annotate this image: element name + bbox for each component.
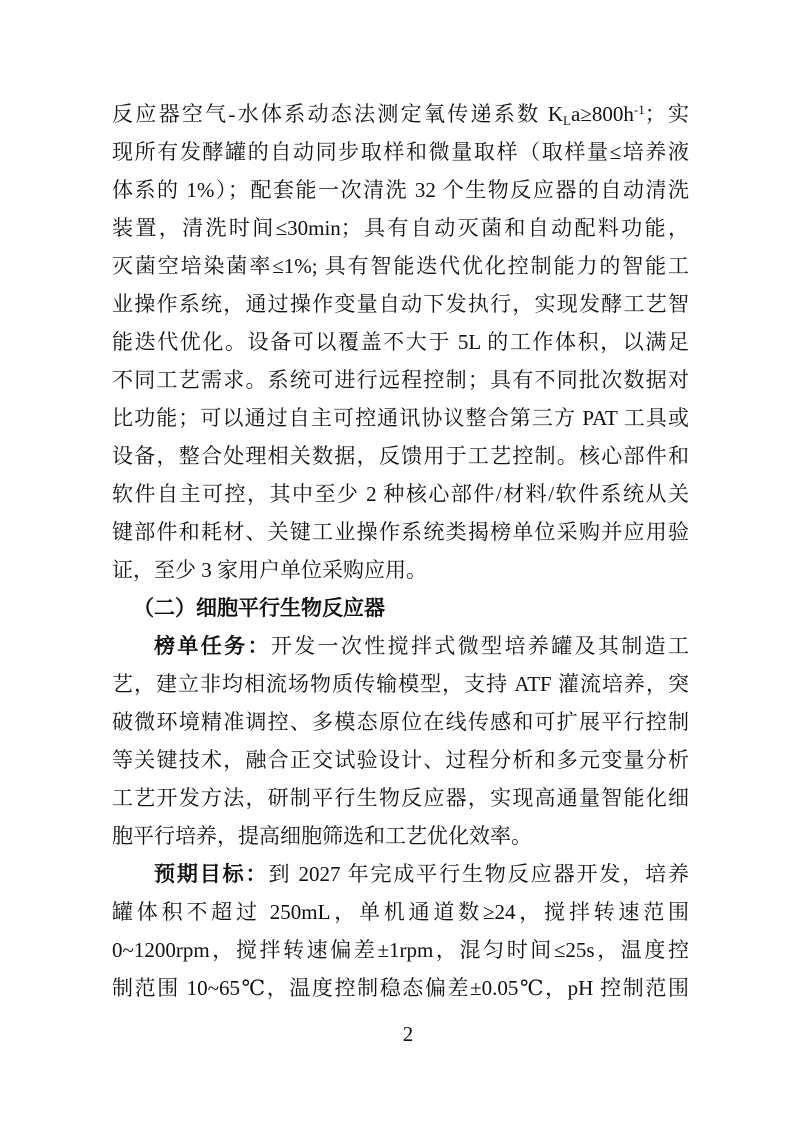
text-line [112, 399, 689, 437]
text-segment: 软件自主可控，其中至少 2 种核心部件/材料/软件系统从关 [112, 482, 689, 506]
text-line [112, 627, 689, 665]
text-segment: 现所有发酵罐的自动同步取样和微量取样（取样量≤培养液 [112, 140, 689, 164]
page-number: 2 [402, 1022, 414, 1046]
text-segment: 键部件和耗材、关键工业操作系统类揭榜单位采购并应用验 [112, 520, 689, 544]
text-segment: 证，至少 3 家用户单位采购应用。 [112, 558, 427, 582]
text-segment: 罐体积不超过 250mL，单机通道数≥24，搅拌转速范围 [112, 900, 689, 924]
text-segment: ；实 [644, 102, 689, 126]
text-line [112, 665, 689, 703]
text-line [112, 741, 689, 779]
text-segment: 工艺开发方法，研制平行生物反应器，实现高通量智能化细 [112, 786, 689, 810]
text-line [112, 95, 689, 133]
text-line [112, 437, 689, 475]
text-segment: 不同工艺需求。系统可进行远程控制；具有不同批次数据对 [112, 368, 689, 392]
text-segment: 榜单任务： [154, 634, 271, 658]
text-line [112, 209, 689, 247]
text-segment: L [563, 113, 571, 128]
text-line [112, 475, 689, 513]
document-body [112, 95, 689, 1007]
text-line [112, 817, 689, 855]
text-line [112, 171, 689, 209]
text-line [112, 855, 689, 893]
text-segment: 艺，建立非均相流场物质传输模型，支持 ATF 灌流培养，突 [112, 672, 689, 696]
text-segment: 等关键技术，融合正交试验设计、过程分析和多元变量分析 [112, 748, 689, 772]
text-segment: -1 [633, 102, 645, 117]
text-line [112, 361, 689, 399]
text-segment: 0~1200rpm，搅拌转速偏差±1rpm，混匀时间≤25s，温度控 [112, 938, 689, 962]
text-segment: 体系的 1%）；配套能一次清洗 32 个生物反应器的自动清洗 [112, 178, 689, 202]
text-segment: 开发一次性搅拌式微型培养罐及其制造工 [270, 634, 690, 658]
text-segment: 反应器空气-水体系动态法测定氧传递系数 K [112, 102, 564, 126]
text-line [112, 323, 689, 361]
text-line [112, 133, 689, 171]
text-segment: 比功能；可以通过自主可控通讯协议整合第三方 PAT 工具或 [112, 406, 689, 430]
text-segment: 装置，清洗时间≤30min；具有自动灭菌和自动配料功能， [112, 216, 689, 240]
text-line [112, 893, 689, 931]
text-line [112, 703, 689, 741]
text-line [112, 969, 689, 1007]
text-segment: 能迭代优化。设备可以覆盖不大于 5L 的工作体积，以满足 [112, 330, 689, 354]
text-segment: a≥800h [571, 102, 634, 126]
text-line [112, 247, 689, 285]
text-segment: 制范围 10~65℃，温度控制稳态偏差±0.05℃，pH 控制范围 [112, 976, 689, 1000]
text-segment: 灭菌空培染菌率≤1%; 具有智能迭代优化控制能力的智能工 [112, 254, 689, 278]
text-line [112, 589, 689, 627]
text-line [112, 551, 689, 589]
text-segment: 业操作系统，通过操作变量自动下发执行，实现发酵工艺智 [112, 292, 689, 316]
text-segment: （二）细胞平行生物反应器 [133, 596, 385, 620]
text-segment: 到 2027 年完成平行生物反应器开发，培养 [268, 862, 690, 886]
text-line [112, 779, 689, 817]
text-segment: 胞平行培养，提高细胞筛选和工艺优化效率。 [112, 824, 532, 848]
text-segment: 破微环境精准调控、多模态原位在线传感和可扩展平行控制 [112, 710, 689, 734]
text-line [112, 285, 689, 323]
text-segment: 设备，整合处理相关数据，反馈用于工艺控制。核心部件和 [112, 444, 689, 468]
text-line [112, 513, 689, 551]
text-segment: 预期目标： [154, 862, 269, 886]
text-line [112, 931, 689, 969]
